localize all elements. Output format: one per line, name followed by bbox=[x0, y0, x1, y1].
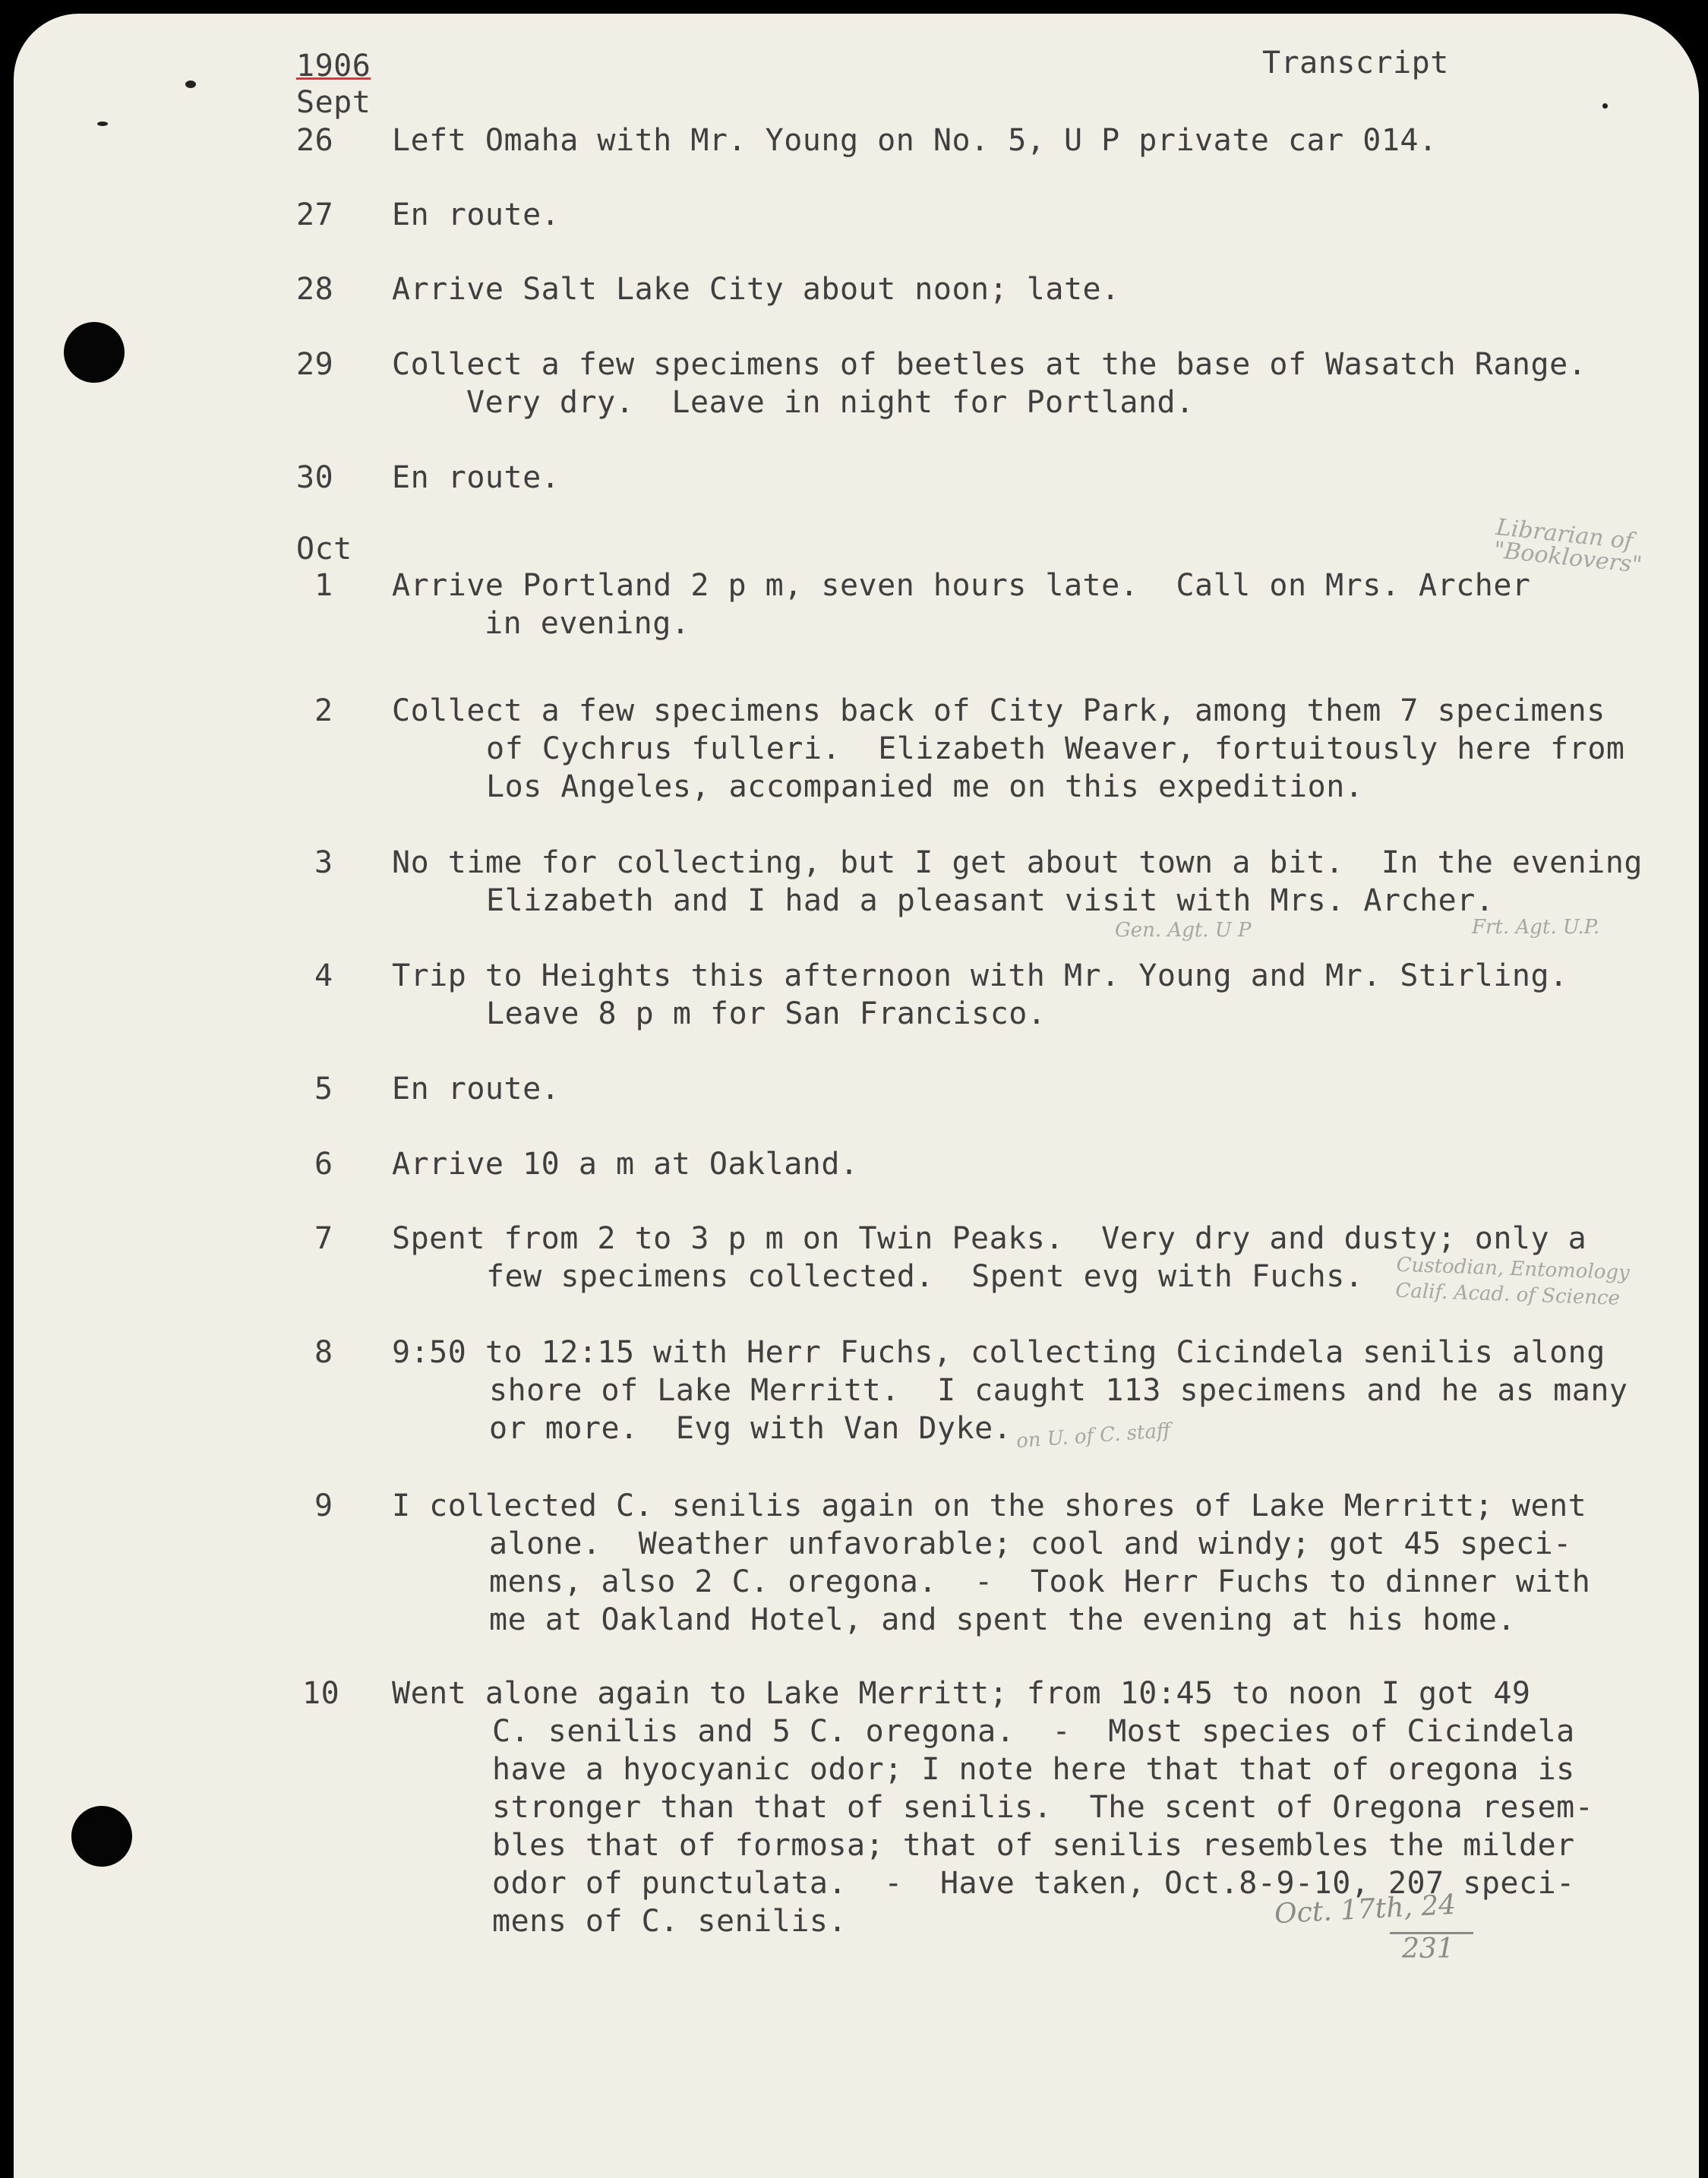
margin-note-custodian: Custodian, Entomology Calif. Acad. of Science bbox=[1394, 1253, 1631, 1310]
entry-line: Arrive Salt Lake City about noon; late. bbox=[392, 272, 1120, 307]
entry-line: bles that of formosa; that of senilis resembles the milder bbox=[492, 1828, 1575, 1863]
entry-line: shore of Lake Merritt. I caught 113 specimens and he as many bbox=[489, 1373, 1628, 1408]
entry-line: or more. Evg with Van Dyke. bbox=[489, 1411, 1012, 1446]
entry-line: Went alone again to Lake Merritt; from 10:45 to noon I got 49 bbox=[392, 1676, 1531, 1711]
margin-note-gen-agt: Gen. Agt. U P bbox=[1115, 919, 1252, 942]
entry-line: of Cychrus fulleri. Elizabeth Weaver, fortuitously here from bbox=[486, 731, 1625, 766]
entry-line: have a hyocyanic odor; I note here that that of oregona is bbox=[492, 1752, 1575, 1787]
entry-line: alone. Weather unfavorable; cool and windy; got 45 speci- bbox=[489, 1526, 1572, 1561]
punch-hole-bottom bbox=[71, 1806, 132, 1867]
entry-line: few specimens collected. Spent evg with Fuchs. bbox=[486, 1259, 1364, 1294]
entry-day: 29 bbox=[296, 347, 334, 382]
entry-line: mens, also 2 C. oregona. - Took Herr Fuchs to dinner with bbox=[489, 1564, 1591, 1599]
header-title: Transcript bbox=[1262, 46, 1449, 80]
entry-line: Collect a few specimens of beetles at the base of Wasatch Range. bbox=[392, 347, 1587, 382]
entry-day: 10 bbox=[302, 1676, 340, 1711]
header-year: 1906 bbox=[296, 49, 371, 84]
entry-day: 2 bbox=[314, 693, 333, 728]
entry-line: mens of C. senilis. bbox=[492, 1904, 848, 1939]
entry-line: Trip to Heights this afternoon with Mr. Young and Mr. Stirling. bbox=[392, 958, 1568, 993]
entry-line: I collected C. senilis again on the shores of Lake Merritt; went bbox=[392, 1488, 1587, 1523]
entry-line: stronger than that of senilis. The scent of Oregona resem- bbox=[492, 1790, 1594, 1825]
entry-day: 5 bbox=[314, 1072, 333, 1106]
entry-line: Leave 8 p m for San Francisco. bbox=[486, 996, 1047, 1031]
entry-line: Arrive 10 a m at Oakland. bbox=[392, 1147, 859, 1182]
entry-day: 8 bbox=[314, 1335, 333, 1370]
entry-line: Arrive Portland 2 p m, seven hours late. Call on Mrs. Archer bbox=[392, 568, 1531, 603]
entry-day: 4 bbox=[314, 958, 333, 993]
month-label: Oct bbox=[296, 532, 352, 567]
entry-day: 27 bbox=[296, 197, 334, 232]
entry-day: 3 bbox=[314, 845, 333, 880]
ink-speck bbox=[97, 122, 108, 126]
margin-note-frt-agt: Frt. Agt. U.P. bbox=[1472, 916, 1600, 939]
entry-line: Elizabeth and I had a pleasant visit with Mrs. Archer. bbox=[486, 883, 1495, 918]
margin-note-oct17: Oct. 17th, 24 bbox=[1274, 1889, 1457, 1930]
ink-speck bbox=[185, 80, 196, 88]
entry-line: Spent from 2 to 3 p m on Twin Peaks. Very dry and dusty; only a bbox=[392, 1221, 1587, 1256]
entry-day: 9 bbox=[314, 1488, 333, 1523]
entry-line: 9:50 to 12:15 with Herr Fuchs, collecting Cicindela senilis along bbox=[392, 1335, 1605, 1370]
month-label: Sept bbox=[296, 85, 371, 120]
margin-note-uc-staff: on U. of C. staff bbox=[1015, 1419, 1172, 1454]
entry-line: odor of punctulata. - Have taken, Oct.8-9-10, 207 speci- bbox=[492, 1866, 1575, 1901]
entry-line: En route. bbox=[392, 460, 560, 495]
entry-line: me at Oakland Hotel, and spent the evening at his home. bbox=[489, 1602, 1517, 1637]
ink-speck bbox=[1602, 103, 1608, 109]
entry-line: C. senilis and 5 C. oregona. - Most species of Cicindela bbox=[492, 1714, 1575, 1749]
entry-day: 6 bbox=[314, 1147, 333, 1182]
entry-line: Collect a few specimens back of City Park, among them 7 specimens bbox=[392, 693, 1605, 728]
margin-note-librarian: Librarian of "Booklovers" bbox=[1492, 513, 1643, 579]
entry-line: En route. bbox=[392, 197, 560, 232]
entry-line: No time for collecting, but I get about town a bit. In the evening bbox=[392, 845, 1643, 880]
entry-day: 26 bbox=[296, 123, 334, 158]
document-page bbox=[14, 14, 1699, 2178]
entry-day: 30 bbox=[296, 460, 334, 495]
entry-line: in evening. bbox=[485, 606, 690, 641]
entry-line: Los Angeles, accompanied me on this expedition. bbox=[486, 769, 1364, 804]
entry-line: Very dry. Leave in night for Portland. bbox=[466, 385, 1195, 420]
margin-note-total: 231 bbox=[1402, 1933, 1454, 1965]
entry-day: 7 bbox=[314, 1221, 333, 1256]
entry-line: Left Omaha with Mr. Young on No. 5, U P private car 014. bbox=[392, 123, 1438, 158]
entry-line: En route. bbox=[392, 1072, 560, 1106]
entry-day: 1 bbox=[314, 568, 333, 603]
punch-hole-top bbox=[64, 322, 125, 383]
entry-day: 28 bbox=[296, 272, 334, 307]
